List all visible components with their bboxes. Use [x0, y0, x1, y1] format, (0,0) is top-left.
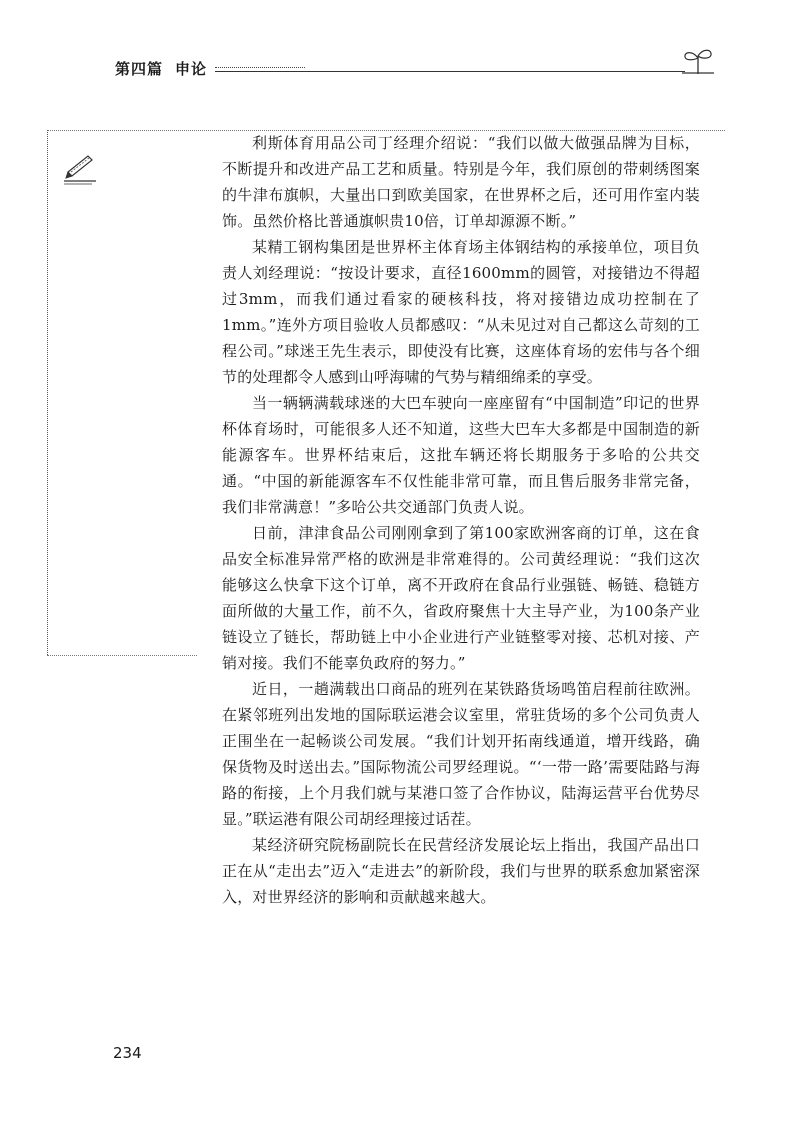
- header-rule: [215, 71, 685, 72]
- paragraph: 某精工钢构集团是世界杯主体育场主体钢结构的承接单位，项目负责人刘经理说：“按设计要求，直径1600mm的圆管，对接错边不得超过3mm，而我们通过看家的硬核科技，将对接错边成功控制在了1mm。”连外方项目验收人员都感叹：“从未见过对自己都这么苛刻的工程公司。”球迷王先生表示，即使没有比赛，这座体育场的宏伟与各个细节的处理都令人感到山呼海啸的气势与精细绵柔的享受。: [222, 238, 700, 386]
- header-dotted-rule: [215, 67, 305, 68]
- paragraph: 某经济研究院杨副院长在民营经济发展论坛上指出，我国产品出口正在从“走出去”迈入“走进去”的新阶段，我们与世界的联系愈加紧密深入，对世界经济的影响和贡献越来越大。: [222, 836, 700, 906]
- paragraph: 当一辆辆满载球迷的大巴车驶向一座座留有“中国制造”印记的世界杯体育场时，可能很多人还不知道，这些大巴车大多都是中国制造的新能源客车。世界杯结束后，这批车辆还将长期服务于多哈的公共交通。“中国的新能源客车不仅性能非常可靠，而且售后服务非常完备，我们非常满意！”多哈公共交通部门负责人说。: [222, 394, 700, 516]
- header-section: 申论: [175, 60, 208, 78]
- pen-note-icon: [62, 150, 98, 186]
- page-number: 234: [113, 1044, 142, 1062]
- running-header: [115, 58, 700, 78]
- margin-box-bottom: [47, 655, 197, 656]
- paragraph: 近日，一趟满载出口商品的班列在某铁路货场鸣笛启程前往欧洲。在紧邻班列出发地的国际联运港会议室里，常驻货场的多个公司负责人正围坐在一起畅谈公司发展。“我们计划开拓南线通道，增开线路，确保货物及时送出去。”国际物流公司罗经理说。“‘一带一路’需要陆路与海路的衔接，上个月我们就与某港口签了合作协议，陆海运营平台优势尽显。”联运港有限公司胡经理接过话茬。: [222, 680, 700, 828]
- header-part: 第四篇: [115, 60, 164, 78]
- article-body: [222, 130, 700, 910]
- sprout-icon: [680, 46, 716, 76]
- margin-box-left: [47, 130, 48, 655]
- paragraph: 利斯体育用品公司丁经理介绍说：“我们以做大做强品牌为目标，不断提升和改进产品工艺和质量。特别是今年，我们原创的带刺绣图案的牛津布旗帜，大量出口到欧美国家，在世界杯之后，还可用作室内装饰。虽然价格比普通旗帜贵10倍，订单却源源不断。”: [222, 134, 700, 230]
- header-title: [115, 58, 207, 79]
- paragraph: 日前，津津食品公司刚刚拿到了第100家欧洲客商的订单，这在食品安全标准异常严格的欧洲是非常难得的。公司黄经理说：“我们这次能够这么快拿下这个订单，离不开政府在食品行业强链、畅链、稳链方面所做的大量工作，前不久，省政府聚焦十大主导产业，为100条产业链设立了链长，帮助链上中小企业进行产业链整零对接、芯机对接、产销对接。我们不能辜负政府的努力。”: [222, 524, 700, 672]
